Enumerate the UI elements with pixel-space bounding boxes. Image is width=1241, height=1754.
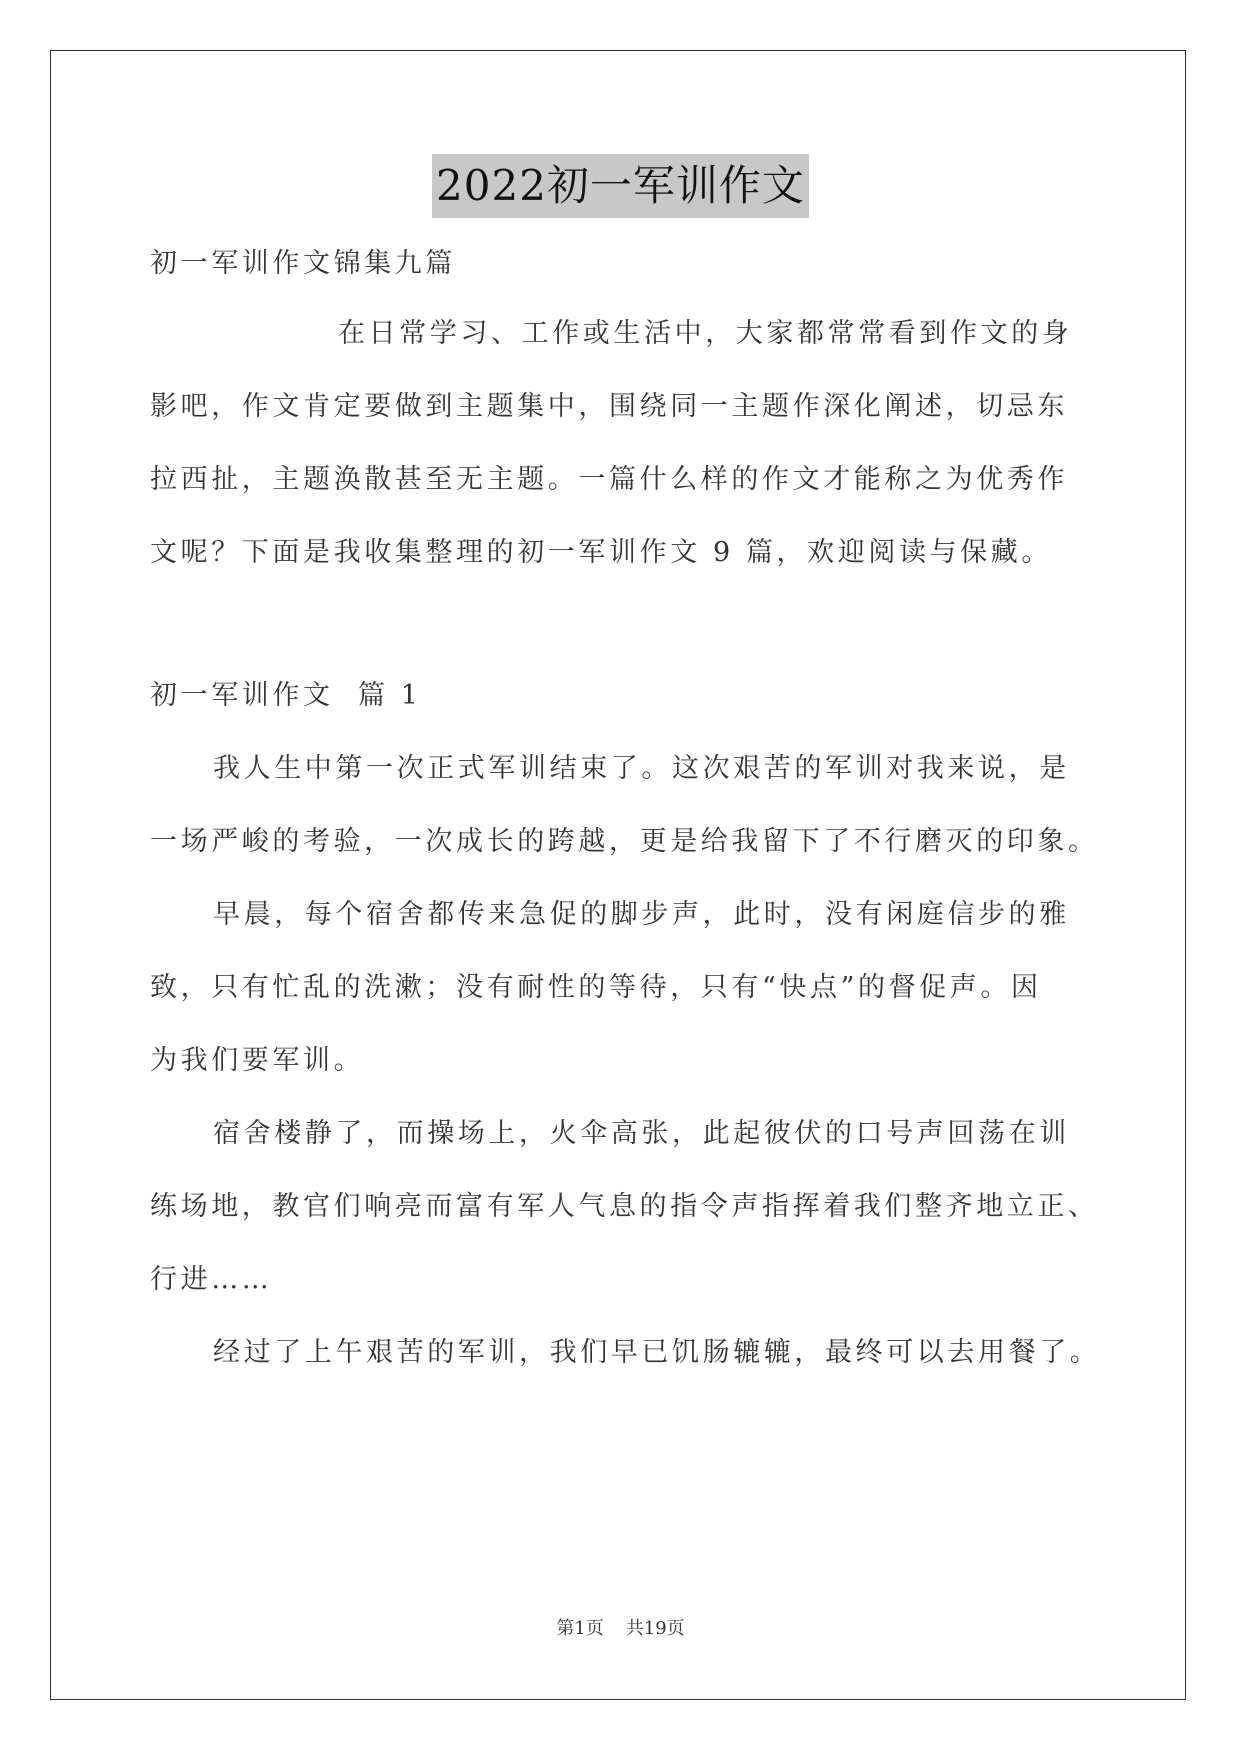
page-footer	[0, 1614, 1241, 1640]
page-border	[50, 50, 1186, 1700]
body-line-5: 为我们要军训。	[150, 1045, 365, 1076]
body-line-7: 练场地，教官们响亮而富有军人气息的指令声指挥着我们整齐地立正、	[150, 1191, 1099, 1222]
title-container	[0, 154, 1241, 218]
section-heading: 初一军训作文 篇 1	[150, 680, 422, 711]
intro-line-2: 影吧，作文肯定要做到主题集中，围绕同一主题作深化阐述，切忌东	[150, 391, 1068, 422]
body-line-2: 一场严峻的考验，一次成长的跨越，更是给我留下了不行磨灭的印象。	[150, 826, 1099, 857]
intro-line-1: 在日常学习、工作或生活中，大家都常常看到作文的身	[338, 318, 1073, 349]
body-line-3: 早晨，每个宿舍都传来急促的脚步声，此时，没有闲庭信步的雅	[213, 899, 1070, 930]
intro-line-4: 文呢？下面是我收集整理的初一军训作文 9 篇，欢迎阅读与保藏。	[150, 537, 1052, 568]
body-line-4: 致，只有忙乱的洗漱；没有耐性的等待，只有“快点”的督促声。因	[150, 972, 1042, 1003]
page-number: 第1页	[556, 1618, 604, 1639]
intro-line-3: 拉西扯，主题涣散甚至无主题。一篇什么样的作文才能称之为优秀作	[150, 464, 1068, 495]
document-subtitle: 初一军训作文锦集九篇	[150, 248, 456, 279]
document-title: 2022初一军训作文	[432, 154, 809, 218]
page-total: 共19页	[625, 1618, 685, 1639]
body-line-1: 我人生中第一次正式军训结束了。这次艰苦的军训对我来说，是	[213, 753, 1070, 784]
body-line-8: 行进……	[150, 1264, 273, 1295]
body-line-6: 宿舍楼静了，而操场上，火伞高张，此起彼伏的口号声回荡在训	[213, 1118, 1070, 1149]
body-line-9: 经过了上午艰苦的军训，我们早已饥肠辘辘，最终可以去用餐了。	[213, 1337, 1101, 1368]
